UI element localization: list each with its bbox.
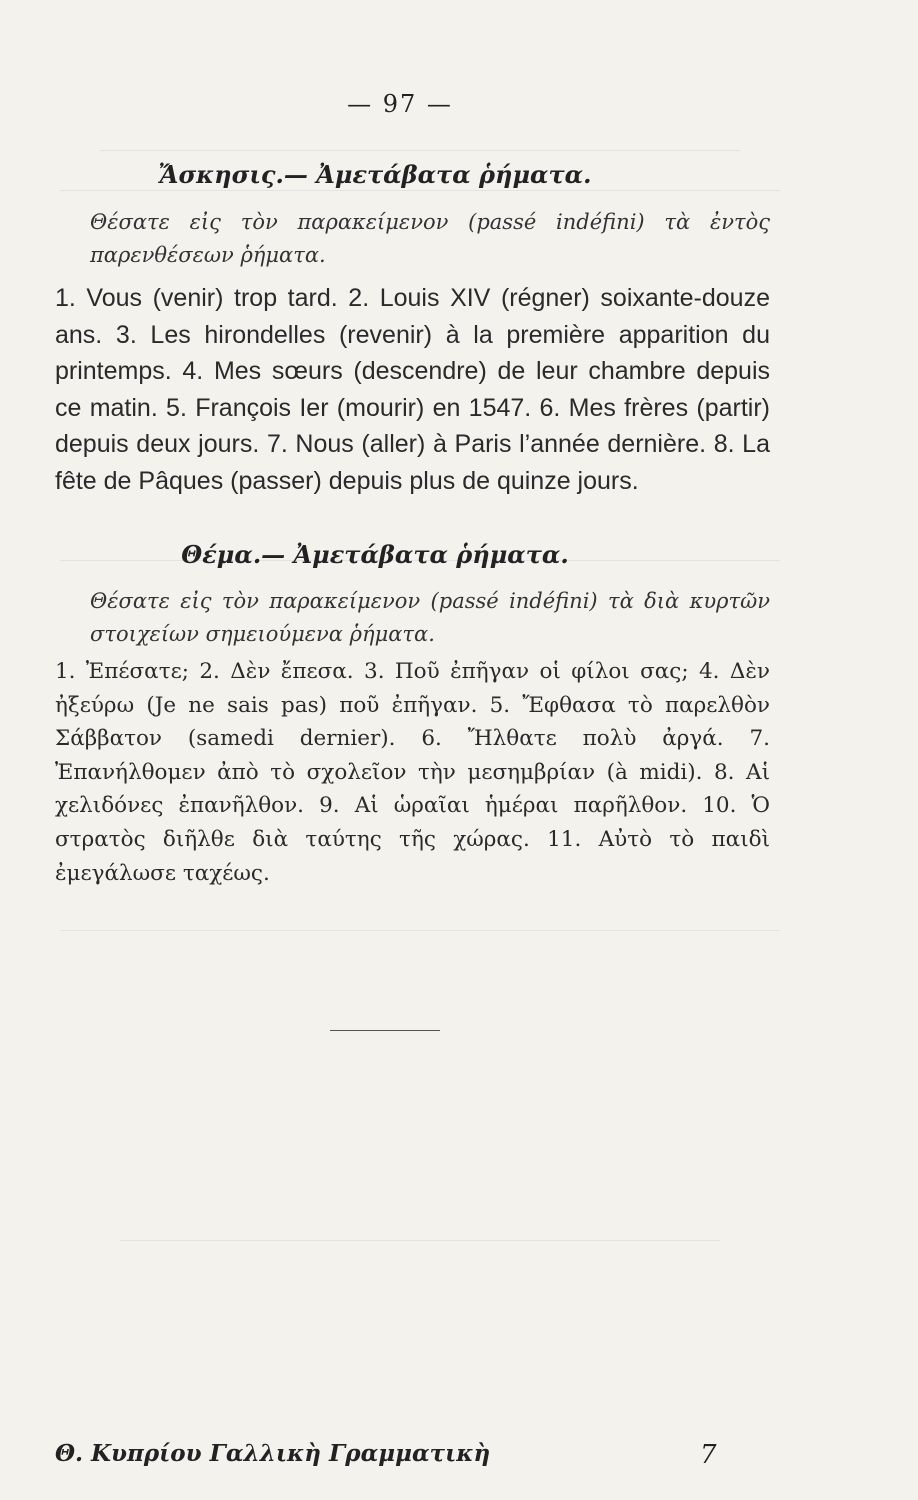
- section-heading-exercise: Ἄσκησις.— Ἀμετάβατα ῥήματα.: [158, 160, 592, 189]
- exercise-text: 1. Vous (venir) trop tard. 2. Louis XIV (régner) soixante-douze ans. 3. Les hirondelles (revenir) à la première apparition du printemps. 4. Mes sœurs (descendre) de leur chambre depuis ce matin. 5. François Ier (mourir) en 1547. 6. Mes frères (partir) depuis deux jours. 7. Nous (aller) à Paris l’année dernière. 8. La fête de Pâques (passer) depuis plus de quinze jours.: [55, 284, 770, 495]
- exercise-instruction: Θέσατε εἰς τὸν παρακείμενον (passé indéfini) τὰ ἐντὸς παρενθέσεων ῥήματα.: [90, 210, 770, 267]
- show-through-line: [120, 1240, 720, 1241]
- show-through-line: [60, 190, 780, 191]
- signature-mark: 7: [700, 1440, 717, 1470]
- page-number: — 97 —: [347, 90, 453, 118]
- theme-instruction: Θέσατε εἰς τὸν παρακείμενον (passé indéfini) τὰ διὰ κυρτῶν στοιχείων σημειούμενα ῥήματα.: [90, 589, 770, 646]
- show-through-line: [100, 150, 740, 151]
- theme-text: 1. Ἐπέσατε; 2. Δὲν ἔπεσα. 3. Ποῦ ἐπῆγαν οἱ φίλοι σας; 4. Δὲν ἠξεύρω (Je ne sais pas) ποῦ ἐπῆγαν. 5. Ἔφθασα τὸ παρελθὸν Σάββατον (samedi dernier). 6. Ἤλθατε πολὺ ἀργά. 7. Ἐπανήλθομεν ἀπὸ τὸ σχολεῖον τὴν μεσημβρίαν (à midi). 8. Αἱ χελιδόνες ἐπανῆλθον. 9. Αἱ ὡραῖαι ἡμέραι παρῆλθον. 10. Ὁ στρατὸς διῆλθε διὰ ταύτης τῆς χώρας. 11. Αὐτὸ τὸ παιδὶ ἐμεγάλωσε ταχέως.: [55, 659, 770, 886]
- footer-title: Θ. Κυπρίου Γαλλικὴ Γραμματικὴ: [55, 1440, 491, 1467]
- section-heading-theme: Θέμα.— Ἀμετάβατα ῥήματα.: [181, 540, 569, 569]
- show-through-line: [60, 930, 780, 931]
- separator-line: [330, 1030, 440, 1031]
